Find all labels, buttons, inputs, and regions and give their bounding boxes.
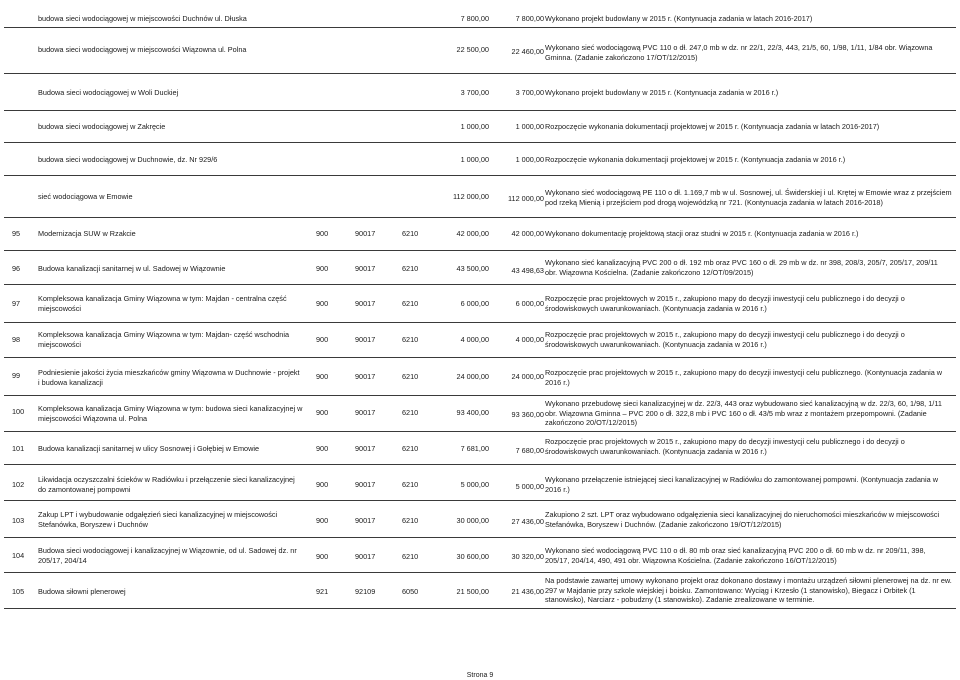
planned-amount: 112 000,00 (453, 192, 489, 201)
executed-amount: 5 000,00 (515, 482, 544, 491)
task-name: Budowa siłowni plenerowej (38, 587, 126, 596)
task-name: budowa sieci wodociągowej w Duchnowie, dz. Nr 929/6 (38, 155, 218, 164)
row-divider (4, 572, 956, 573)
row-divider (4, 284, 956, 285)
task-name: Budowa sieci wodociągowej i kanalizacyjnej w Wiązownie, od ul. Sadowej dz. nr 205/17, 204/14 (38, 546, 297, 565)
task-name: budowa sieci wodociągowej w miejscowości Duchnów ul. Dłuska (38, 14, 247, 23)
task-name: Budowa kanalizacji sanitarnej w ul. Sadowej w Wiązownie (38, 264, 226, 273)
section-code: 900 (316, 335, 329, 344)
executed-amount: 21 436,00 (511, 587, 544, 596)
chapter-code: 90017 (355, 299, 376, 308)
executed-amount: 4 000,00 (515, 335, 544, 344)
executed-amount: 22 460,00 (511, 47, 544, 56)
chapter-code: 90017 (355, 335, 376, 344)
row-divider (4, 217, 956, 218)
paragraph-code: 6210 (402, 516, 419, 525)
planned-amount: 21 500,00 (456, 587, 489, 596)
row-number: 104 (12, 551, 25, 560)
status-text: Na podstawie zawartej umowy wykonano projekt oraz dokonano dostawy i montażu urządzeń siłowni plenerowej na dz. nr ew. 297 w Majdanie przy szkole wiejskiej i boisku. Zamontowano: Wyciąg i Krzesło (1 stanowisko), Biegacz i Orbitek (1 stanowisko), Narciarz - pobudzny (1 stanowisko). Zadanie zrealizowane w terminie. (545, 576, 952, 604)
executed-amount: 1 000,00 (515, 155, 544, 164)
paragraph-code: 6210 (402, 480, 419, 489)
row-divider (4, 357, 956, 358)
chapter-code: 92109 (355, 587, 376, 596)
planned-amount: 30 000,00 (456, 516, 489, 525)
row-divider (4, 537, 956, 538)
section-code: 900 (316, 408, 329, 417)
executed-amount: 3 700,00 (515, 88, 544, 97)
chapter-code: 90017 (355, 372, 376, 381)
status-text: Wykonano sieć kanalizacyjną PVC 200 o dł. 192 mb oraz PVC 160 o dł. 29 mb w dz. nr 398, 208/3, 205/7, 205/17, 209/11 obr. Wiązowna Kościelna. (Zadanie zakończono 12/OT/09/2015) (545, 258, 938, 277)
section-code: 900 (316, 480, 329, 489)
executed-amount: 43 498,63 (511, 266, 544, 275)
section-code: 921 (316, 587, 329, 596)
section-code: 900 (316, 552, 329, 561)
executed-amount: 24 000,00 (511, 372, 544, 381)
planned-amount: 93 400,00 (456, 408, 489, 417)
planned-amount: 4 000,00 (460, 335, 489, 344)
row-divider (4, 395, 956, 396)
executed-amount: 1 000,00 (515, 122, 544, 131)
status-text: Zakupiono 2 szt. LPT oraz wybudowano odgałęzienia sieci kanalizacyjnej do nieruchomości mieszkańców w miejscowości Stefanówka, Boryszew i Duchnów. (Zadanie zakończono 19/OT/12/2015) (545, 510, 940, 529)
planned-amount: 24 000,00 (456, 372, 489, 381)
chapter-code: 90017 (355, 229, 376, 238)
row-divider (4, 464, 956, 465)
paragraph-code: 6210 (402, 335, 419, 344)
executed-amount: 93 360,00 (511, 410, 544, 419)
section-code: 900 (316, 372, 329, 381)
status-text: Wykonano sieć wodociągową PVC 110 o dł. 80 mb oraz sieć kanalizacyjną PVC 200 o dł. 60 mb w dz. nr 209/11, 398, 205/17, 204/14, 490, 491 obr. Wiązowna Kościelna. (Zadanie zakończono 16/OT/12/2015) (545, 546, 926, 565)
planned-amount: 5 000,00 (460, 480, 489, 489)
status-text: Wykonano przebudowę sieci kanalizacyjnej w dz. 22/3, 443 oraz wybudowano sieć kanalizacyjną w dz. 22/3, 60, 1/98, 1/11 obr. Wiązowna Gminna – PVC 200 o dł. 322,8 mb i PVC 160 o dł. 43/5 mb wraz z montażem przepompowni. (Zadanie zakończono 20/OT/12/2015) (545, 399, 942, 427)
planned-amount: 43 500,00 (456, 264, 489, 273)
status-text: Wykonano sieć wodociągową PE 110 o dł. 1.169,7 mb w ul. Sosnowej, ul. Świderskiej i ul. Krętej w Emowie wraz z przejściem pod rzeką Mienią i przejściem pod drogą wojewódzką nr 721. (Kontynuacja zadania w latach 2016-2018) (545, 188, 952, 207)
planned-amount: 7 681,00 (460, 444, 489, 453)
chapter-code: 90017 (355, 408, 376, 417)
chapter-code: 90017 (355, 516, 376, 525)
task-name: Kompleksowa kanalizacja Gminy Wiązowna w tym: budowa sieci kanalizacyjnej w miejscowości Wiązowna ul. Polna (38, 404, 303, 423)
task-name: Zakup LPT i wybudowanie odgałęzień sieci kanalizacyjnej w miejscowości Stefanówka, Boryszew i Duchnów (38, 510, 278, 529)
row-divider (4, 431, 956, 432)
status-text: Rozpoczęcie prac projektowych w 2015 r., zakupiono mapy do decyzji inwestycji celu publicznego i do decyzji o środowiskowych uwarunkowaniach. (Kontynuacja zadania w 2016 r.) (545, 294, 905, 313)
page-number: Strona 9 (466, 672, 494, 679)
paragraph-code: 6210 (402, 299, 419, 308)
paragraph-code: 6210 (402, 444, 419, 453)
paragraph-code: 6210 (402, 372, 419, 381)
status-text: Wykonano sieć wodociągową PVC 110 o dł. 247,0 mb w dz. nr 22/1, 22/3, 443, 21/5, 60, 1/98, 1/11, 1/84 obr. Wiązowna Gminna. (Zadanie zakończono 17/OT/12/2015) (545, 43, 933, 62)
executed-amount: 30 320,00 (511, 552, 544, 561)
row-divider (4, 110, 956, 111)
task-name: Podniesienie jakości życia mieszkańców gminy Wiązowna w Duchnowie - projekt i budowa kanalizacji (38, 368, 300, 387)
row-number: 98 (12, 335, 21, 344)
status-text: Rozpoczęcie prac projektowych w 2015 r., zakupiono mapy do decyzji inwestycji celu publicznego. (Kontynuacja zadania w 2016 r.) (545, 368, 943, 387)
row-number: 99 (12, 371, 21, 380)
status-text: Rozpoczęcie wykonania dokumentacji projektowej w 2015 r. (Kontynuacja zadania w 2016 r.) (545, 155, 846, 164)
row-number: 103 (12, 516, 25, 525)
status-text: Wykonano projekt budowlany w 2015 r. (Kontynuacja zadania w latach 2016-2017) (545, 14, 813, 23)
chapter-code: 90017 (355, 444, 376, 453)
row-number: 97 (12, 299, 21, 308)
task-name: Modernizacja SUW w Rzakcie (38, 229, 136, 238)
section-code: 900 (316, 516, 329, 525)
section-code: 900 (316, 229, 329, 238)
status-text: Wykonano przełączenie istniejącej sieci kanalizacyjnej w Radiówku do zamontowanej pompowni. (Kontynuacja zadania w 2016 r.) (545, 475, 938, 494)
chapter-code: 90017 (355, 480, 376, 489)
executed-amount: 42 000,00 (511, 229, 544, 238)
executed-amount: 7 800,00 (515, 14, 544, 23)
task-name: Likwidacja oczyszczalni ścieków w Radiówku i przełączenie sieci kanalizacyjnej do zamontowanej pompowni (38, 475, 295, 494)
executed-amount: 27 436,00 (511, 517, 544, 526)
row-divider (4, 73, 956, 74)
status-text: Wykonano projekt budowlany w 2015 r. (Kontynuacja zadania w 2016 r.) (545, 88, 779, 97)
planned-amount: 22 500,00 (456, 45, 489, 54)
status-text: Rozpoczęcie prac projektowych w 2015 r., zakupiono mapy do decyzji inwestycji celu publicznego i do decyzji o środowiskowych uwarunkowaniach. (Kontynuacja zadania w 2016 r.) (545, 330, 905, 349)
chapter-code: 90017 (355, 264, 376, 273)
task-name: Budowa kanalizacji sanitarnej w ulicy Sosnowej i Gołębiej w Emowie (38, 444, 260, 453)
task-name: budowa sieci wodociągowej w Zakręcie (38, 122, 166, 131)
row-number: 100 (12, 407, 25, 416)
row-divider (4, 500, 956, 501)
planned-amount: 7 800,00 (460, 14, 489, 23)
paragraph-code: 6210 (402, 552, 419, 561)
section-code: 900 (316, 444, 329, 453)
task-name: Kompleksowa kanalizacja Gminy Wiązowna w tym: Majdan - centralna część miejscowości (38, 294, 287, 313)
planned-amount: 42 000,00 (456, 229, 489, 238)
executed-amount: 6 000,00 (515, 299, 544, 308)
row-number: 96 (12, 264, 21, 273)
section-code: 900 (316, 264, 329, 273)
executed-amount: 112 000,00 (508, 194, 544, 203)
planned-amount: 1 000,00 (460, 122, 489, 131)
row-number: 101 (12, 444, 25, 453)
planned-amount: 6 000,00 (460, 299, 489, 308)
status-text: Rozpoczęcie wykonania dokumentacji projektowej w 2015 r. (Kontynuacja zadania w latach 2016-2017) (545, 122, 880, 131)
task-name: Kompleksowa kanalizacja Gminy Wiązowna w tym: Majdan- część wschodnia miejscowości (38, 330, 290, 349)
paragraph-code: 6050 (402, 587, 419, 596)
row-divider (4, 175, 956, 176)
chapter-code: 90017 (355, 552, 376, 561)
row-divider (4, 27, 956, 28)
status-text: Rozpoczęcie prac projektowych w 2015 r., zakupiono mapy do decyzji inwestycji celu publicznego i do decyzji o środowiskowych uwarunkowaniach. (Kontynuacja zadania w 2016 r.) (545, 437, 905, 456)
row-divider (4, 608, 956, 609)
row-number: 95 (12, 229, 21, 238)
row-divider (4, 250, 956, 251)
planned-amount: 1 000,00 (460, 155, 489, 164)
status-text: Wykonano dokumentację projektową stacji oraz studni w 2015 r. (Kontynuacja zadania w 2016 r.) (545, 229, 859, 238)
section-code: 900 (316, 299, 329, 308)
row-number: 105 (12, 587, 25, 596)
paragraph-code: 6210 (402, 264, 419, 273)
row-number: 102 (12, 480, 25, 489)
paragraph-code: 6210 (402, 229, 419, 238)
planned-amount: 30 600,00 (456, 552, 489, 561)
planned-amount: 3 700,00 (460, 88, 489, 97)
task-name: Budowa sieci wodociągowej w Woli Duckiej (38, 88, 179, 97)
row-divider (4, 322, 956, 323)
task-name: sieć wodociągowa w Emowie (38, 192, 133, 201)
task-name: budowa sieci wodociągowej w miejscowości Wiązowna ul. Polna (38, 45, 247, 54)
paragraph-code: 6210 (402, 408, 419, 417)
row-divider (4, 142, 956, 143)
executed-amount: 7 680,00 (515, 446, 544, 455)
